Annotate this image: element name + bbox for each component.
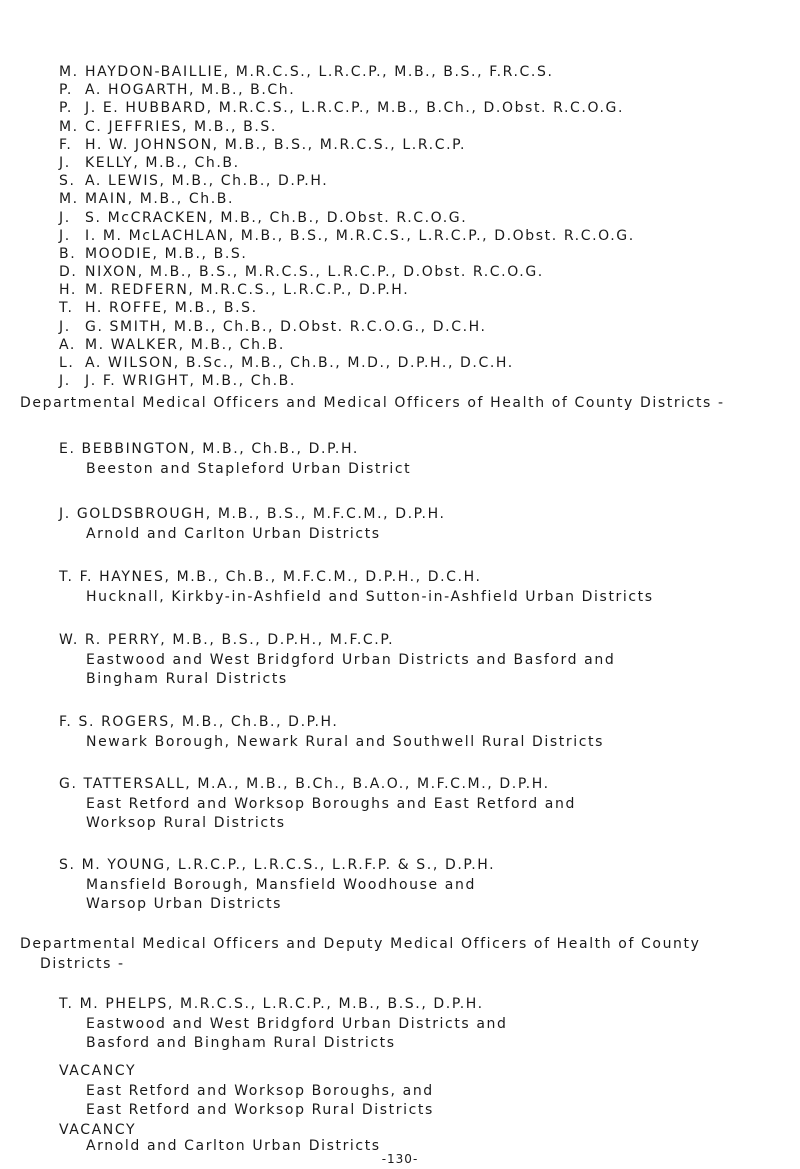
list-item-text: J. F. WRIGHT, M.B., Ch.B. bbox=[85, 373, 296, 390]
list-item bbox=[59, 354, 635, 372]
list-item-text: HAYDON-BAILLIE, M.R.C.S., L.R.C.P., M.B., B.S., F.R.C.S. bbox=[85, 64, 554, 80]
officer-entry bbox=[59, 775, 576, 834]
list-item-initial: J. bbox=[59, 154, 71, 171]
list-item-initial: M. bbox=[59, 118, 79, 135]
list-item-text: H. W. JOHNSON, M.B., B.S., M.R.C.S., L.R.C.P. bbox=[85, 136, 467, 153]
officer-entry bbox=[59, 713, 604, 752]
list-item-initial: M. bbox=[59, 191, 79, 208]
list-item-text: C. JEFFRIES, M.B., B.S. bbox=[85, 118, 277, 135]
list-item-initial: B. bbox=[59, 245, 77, 262]
officer-entry bbox=[59, 1062, 434, 1121]
list-item-initial: J. bbox=[59, 318, 71, 335]
section-heading-line: Districts - bbox=[40, 955, 125, 972]
list-item-text: I. M. McLACHLAN, M.B., B.S., M.R.C.S., L.R.C.P., D.Obst. R.C.O.G. bbox=[85, 227, 635, 244]
officer-entry bbox=[59, 440, 411, 479]
district-line: Warsop Urban Districts bbox=[86, 896, 283, 912]
list-item-initial: T. bbox=[59, 300, 74, 317]
officer-name: T. F. HAYNES, M.B., Ch.B., M.F.C.M., D.P.H., D.C.H. bbox=[59, 569, 482, 585]
section-heading: Departmental Medical Officers and Medical Officers of Health of County Districts - bbox=[20, 395, 725, 411]
list-item bbox=[59, 209, 635, 227]
officer-name: T. M. PHELPS, M.R.C.S., L.R.C.P., M.B., B.S., D.P.H. bbox=[59, 996, 484, 1012]
list-item bbox=[59, 136, 635, 154]
list-item-initial: P. bbox=[59, 82, 73, 99]
list-item bbox=[59, 81, 635, 99]
list-item bbox=[59, 154, 635, 172]
list-item bbox=[59, 99, 635, 117]
list-item-initial: S. bbox=[59, 173, 76, 190]
list-item-text: S. McCRACKEN, M.B., Ch.B., D.Obst. R.C.O.G. bbox=[85, 209, 468, 226]
district-line: Worksop Rural Districts bbox=[86, 815, 286, 831]
officer-name: S. M. YOUNG, L.R.C.P., L.R.C.S., L.R.F.P. & S., D.P.H. bbox=[59, 857, 496, 873]
list-item-initial: J. bbox=[59, 209, 71, 226]
list-item-text: A. LEWIS, M.B., Ch.B., D.P.H. bbox=[85, 173, 329, 190]
list-item bbox=[59, 372, 635, 390]
list-item-text: M. REDFERN, M.R.C.S., L.R.C.P., D.P.H. bbox=[85, 282, 410, 299]
officer-entry bbox=[59, 505, 446, 544]
district-line: Beeston and Stapleford Urban District bbox=[86, 460, 412, 477]
officer-name: VACANCY bbox=[59, 1063, 137, 1079]
list-item bbox=[59, 245, 635, 263]
list-item-text: MAIN, M.B., Ch.B. bbox=[85, 191, 234, 208]
list-item-text: A. WILSON, B.Sc., M.B., Ch.B., M.D., D.P.H., D.C.H. bbox=[85, 355, 514, 371]
list-item-text: G. SMITH, M.B., Ch.B., D.Obst. R.C.O.G., D.C.H. bbox=[85, 318, 487, 335]
list-item bbox=[59, 190, 635, 208]
district-line: Eastwood and West Bridgford Urban Districts and bbox=[86, 1015, 508, 1032]
list-item-initial: M. bbox=[59, 64, 79, 80]
list-item bbox=[59, 118, 635, 136]
list-item-text: KELLY, M.B., Ch.B. bbox=[85, 154, 240, 171]
list-item bbox=[59, 172, 635, 190]
list-item-initial: A. bbox=[59, 336, 76, 353]
list-item-initial: P. bbox=[59, 100, 73, 117]
list-item-initial: H. bbox=[59, 282, 77, 299]
district-line: Eastwood and West Bridgford Urban Districts and Basford and bbox=[86, 651, 616, 668]
district-line: Arnold and Carlton Urban Districts bbox=[86, 1138, 381, 1154]
list-item bbox=[59, 336, 635, 354]
list-item-initial: J. bbox=[59, 373, 71, 390]
district-line: Hucknall, Kirkby-in-Ashfield and Sutton-in-Ashfield Urban Districts bbox=[86, 588, 654, 605]
district-line: Arnold and Carlton Urban Districts bbox=[86, 525, 381, 542]
section-heading-line: Departmental Medical Officers and Deputy Medical Officers of Health of County bbox=[20, 936, 701, 952]
district-line: East Retford and Worksop Boroughs and East Retford and bbox=[86, 795, 576, 812]
section-heading bbox=[20, 935, 701, 974]
officer-name: G. TATTERSALL, M.A., M.B., B.Ch., B.A.O., M.F.C.M., D.P.H. bbox=[59, 776, 550, 792]
list-item bbox=[59, 263, 635, 281]
list-item bbox=[59, 63, 635, 81]
page-number: -130- bbox=[381, 1152, 419, 1166]
list-item bbox=[59, 281, 635, 299]
list-item-text: J. E. HUBBARD, M.R.C.S., L.R.C.P., M.B., B.Ch., D.Obst. R.C.O.G. bbox=[85, 100, 625, 117]
physician-list bbox=[59, 63, 635, 390]
list-item-initial: L. bbox=[59, 355, 75, 371]
district-line: Bingham Rural Districts bbox=[86, 671, 288, 687]
officer-entry bbox=[59, 631, 615, 690]
officer-entry bbox=[59, 856, 495, 915]
list-item-initial: F. bbox=[59, 136, 73, 153]
officer-entry bbox=[59, 1122, 381, 1154]
list-item-text: A. HOGARTH, M.B., B.Ch. bbox=[85, 82, 296, 99]
list-item-text: H. ROFFE, M.B., B.S. bbox=[85, 300, 258, 317]
district-line: Basford and Bingham Rural Districts bbox=[86, 1035, 396, 1051]
list-item bbox=[59, 227, 635, 245]
officer-name: F. S. ROGERS, M.B., Ch.B., D.P.H. bbox=[59, 714, 339, 730]
district-line: Newark Borough, Newark Rural and Southwell Rural Districts bbox=[86, 733, 605, 750]
officer-entry bbox=[59, 995, 508, 1054]
officer-entry bbox=[59, 568, 654, 607]
list-item-text: NIXON, M.B., B.S., M.R.C.S., L.R.C.P., D.Obst. R.C.O.G. bbox=[85, 264, 544, 281]
district-line: East Retford and Worksop Boroughs, and bbox=[86, 1082, 434, 1099]
district-line: Mansfield Borough, Mansfield Woodhouse and bbox=[86, 876, 476, 893]
officer-name: J. GOLDSBROUGH, M.B., B.S., M.F.C.M., D.P.H. bbox=[59, 506, 446, 522]
list-item-text: M. WALKER, M.B., Ch.B. bbox=[85, 336, 285, 353]
district-line: East Retford and Worksop Rural Districts bbox=[86, 1102, 434, 1118]
officer-name: W. R. PERRY, M.B., B.S., D.P.H., M.F.C.P. bbox=[59, 632, 395, 648]
list-item-initial: J. bbox=[59, 227, 71, 244]
officer-name: E. BEBBINGTON, M.B., Ch.B., D.P.H. bbox=[59, 441, 359, 457]
list-item-text: MOODIE, M.B., B.S. bbox=[85, 245, 248, 262]
list-item bbox=[59, 299, 635, 317]
list-item-initial: D. bbox=[59, 264, 78, 281]
officer-name: VACANCY bbox=[59, 1122, 137, 1138]
list-item bbox=[59, 318, 635, 336]
